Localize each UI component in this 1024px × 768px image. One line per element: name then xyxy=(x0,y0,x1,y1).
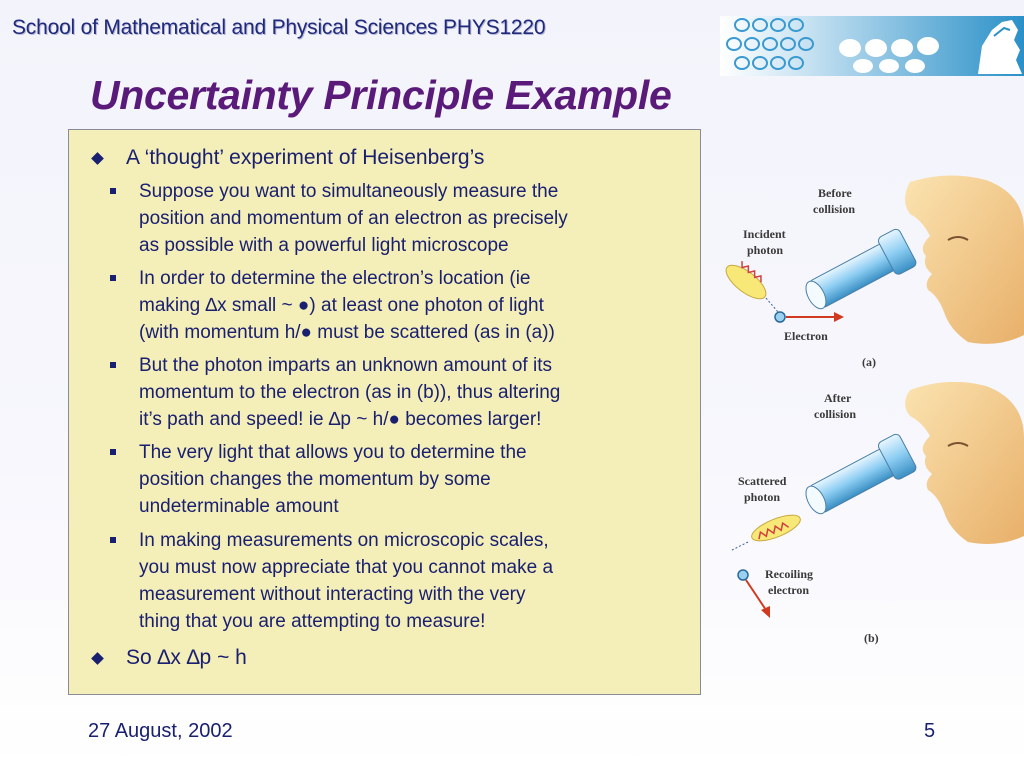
svg-text:electron: electron xyxy=(768,583,810,597)
sub-bullet xyxy=(139,527,669,635)
square-bullet-icon xyxy=(110,362,116,368)
electron-icon xyxy=(775,312,785,322)
svg-text:After: After xyxy=(824,391,852,405)
square-bullet-icon xyxy=(110,275,116,281)
svg-text:collision: collision xyxy=(813,202,856,216)
svg-text:Scattered: Scattered xyxy=(738,474,787,488)
sub-bullet xyxy=(139,439,669,520)
recoiling-electron-icon xyxy=(738,570,748,580)
svg-text:Incident: Incident xyxy=(743,227,786,241)
scattered-photon-icon xyxy=(732,510,803,550)
university-logo xyxy=(720,16,1024,76)
sub-bullet-text: The very light that allows you to determine the position changes the momentum by some undeterminable amount xyxy=(139,442,527,517)
heisenberg-microscope-figure xyxy=(718,170,1024,660)
sub-bullet-text: Suppose you want to simultaneously measure the position and momentum of an electron as precisely as possible with a powerful light microscope xyxy=(139,181,568,256)
slide-title: Uncertainty Principle Example xyxy=(90,72,672,118)
svg-text:Before: Before xyxy=(818,186,852,200)
panel-a xyxy=(721,175,1024,369)
sub-bullet-text: But the photon imparts an unknown amount of its momentum to the electron (as in (b)), thus altering it’s path and speed! ie ∆p ~ h/● becomes larger! xyxy=(139,355,561,430)
sub-bullet-text: In making measurements on microscopic scales, you must now appreciate that you cannot make a measurement without interacting with the very thing that you are attempting to measure! xyxy=(139,530,554,632)
svg-text:Electron: Electron xyxy=(784,329,828,343)
incident-photon-icon xyxy=(721,259,778,312)
square-bullet-icon xyxy=(110,537,116,543)
svg-text:collision: collision xyxy=(814,407,857,421)
sub-bullet xyxy=(139,265,669,346)
face-icon xyxy=(905,175,1024,343)
svg-text:(a): (a) xyxy=(862,355,876,369)
course-header: School of Mathematical and Physical Sciences PHYS1220 xyxy=(12,16,546,39)
microscope-icon xyxy=(799,228,918,318)
footer-date: 27 August, 2002 xyxy=(88,720,233,742)
panel-b xyxy=(732,382,1024,645)
content-box xyxy=(68,129,701,695)
square-bullet-icon xyxy=(110,188,116,194)
face-icon xyxy=(905,382,1024,544)
sub-bullet-text: In order to determine the electron’s location (ie making ∆x small ~ ●) at least one photon of light (with momentum h/● must be scattered (as in (a)) xyxy=(139,268,555,343)
microscope-icon xyxy=(799,433,918,523)
diamond-bullet-icon xyxy=(91,152,104,165)
diamond-bullet-icon xyxy=(91,652,104,665)
main-bullet-text: So ∆x ∆p ~ h xyxy=(126,646,247,669)
svg-text:photon: photon xyxy=(747,243,784,257)
recoil-arrow-icon xyxy=(746,580,766,610)
sub-bullet xyxy=(139,178,669,259)
svg-text:Recoiling: Recoiling xyxy=(765,567,813,581)
page-number: 5 xyxy=(924,720,936,742)
main-bullet-text: A ‘thought’ experiment of Heisenberg’s xyxy=(126,146,485,169)
sub-bullet xyxy=(139,352,669,433)
svg-text:photon: photon xyxy=(744,490,781,504)
svg-text:(b): (b) xyxy=(864,631,879,645)
square-bullet-icon xyxy=(110,449,116,455)
